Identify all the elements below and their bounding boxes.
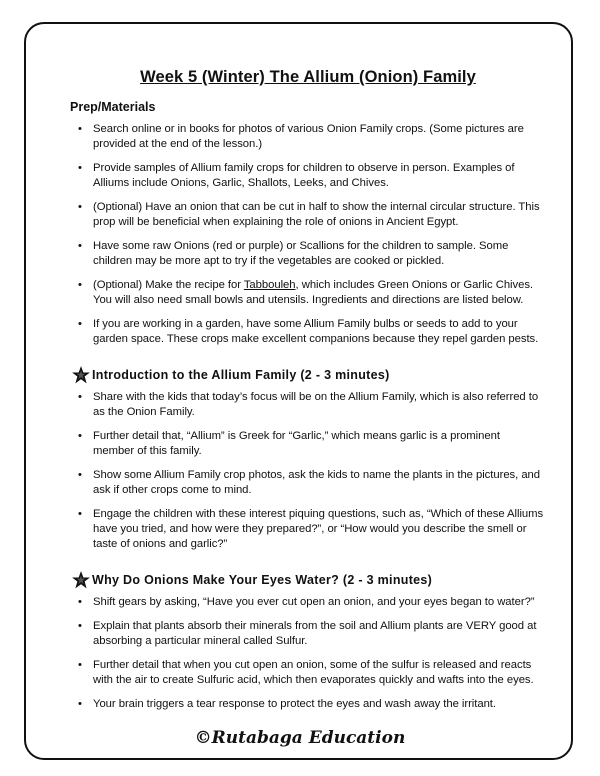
item-text: Explain that plants absorb their minerals from the soil and Allium plants are VERY good at absorbing a particular mineral called Sulfur. <box>93 620 537 647</box>
item-text: (Optional) Make the recipe for <box>93 279 244 291</box>
bullet: • <box>78 123 82 135</box>
list-item <box>78 239 544 269</box>
item-text: Have some raw Onions (red or purple) or Scallions for the children to sample. Some children may be more apt to try if the vegetables are cooked or pickled. <box>93 240 509 267</box>
page-content <box>70 66 546 716</box>
list-item <box>78 161 544 191</box>
intro-list <box>78 390 544 561</box>
bullet: • <box>78 318 82 330</box>
star-icon <box>72 571 90 589</box>
list-item <box>78 468 544 498</box>
list-item <box>78 658 544 688</box>
bullet: • <box>78 698 82 710</box>
item-text: Provide samples of Allium family crops for children to observe in person. Examples of Alliums include Onions, Garlic, Shallots, Leeks, and Chives. <box>93 162 515 189</box>
item-text: Shift gears by asking, “Have you ever cut open an onion, and your eyes began to water?” <box>93 596 535 608</box>
eyes-heading <box>72 571 546 589</box>
list-item <box>78 200 544 230</box>
item-text: Further detail that, “Allium” is Greek for “Garlic,” which means garlic is a prominent member of this family. <box>93 430 500 457</box>
item-text: Engage the children with these interest piquing questions, such as, “Which of these Alliums have you tried, and how were they prepared?”, or “How would you describe the smell or taste of onions and garlic?” <box>93 508 544 550</box>
item-text: Search online or in books for photos of various Onion Family crops. (Some pictures are provided at the end of the lesson.) <box>93 123 524 150</box>
bullet: • <box>78 430 82 442</box>
bullet: • <box>78 279 82 291</box>
list-item <box>78 697 544 712</box>
bullet: • <box>78 508 82 520</box>
item-text: Your brain triggers a tear response to protect the eyes and wash away the irritant. <box>93 698 496 710</box>
list-item <box>78 317 544 347</box>
bullet: • <box>78 162 82 174</box>
page-title: Week 5 (Winter) The Allium (Onion) Family <box>140 68 476 86</box>
bullet: • <box>78 240 82 252</box>
eyes-heading-text: Why Do Onions Make Your Eyes Water? (2 - 3 minutes) <box>92 573 433 587</box>
bullet: • <box>78 469 82 481</box>
bullet: • <box>78 596 82 608</box>
item-text: Share with the kids that today’s focus will be on the Allium Family, which is also referred to as the Onion Family. <box>93 391 539 418</box>
intro-heading-text: Introduction to the Allium Family (2 - 3 minutes) <box>92 368 390 382</box>
prep-list <box>78 122 544 356</box>
list-item <box>78 278 544 308</box>
list-item <box>78 122 544 152</box>
star-icon <box>72 366 90 384</box>
list-item <box>78 507 544 552</box>
list-item <box>78 429 544 459</box>
list-item <box>78 595 544 610</box>
intro-heading <box>72 366 546 384</box>
list-item <box>78 619 544 649</box>
item-text: (Optional) Have an onion that can be cut in half to show the internal circular structure. This prop will be beneficial when explaining the role of onions in Ancient Egypt. <box>93 201 540 228</box>
item-text: If you are working in a garden, have some Allium Family bulbs or seeds to add to your garden space. These crops make excellent companions because they repel garden pests. <box>93 318 539 345</box>
bullet: • <box>78 201 82 213</box>
list-item <box>78 390 544 420</box>
prep-heading: Prep/Materials <box>70 100 156 114</box>
bullet: • <box>78 620 82 632</box>
eyes-list <box>78 595 544 721</box>
bullet: • <box>78 391 82 403</box>
item-text: , which includes Green Onions or Garlic Chives. You will also need small bowls and utensils. Ingredients and directions are listed below. <box>93 279 534 306</box>
bullet: • <box>78 659 82 671</box>
copyright-footer: ©Rutabaga Education <box>194 728 406 748</box>
item-text: Show some Allium Family crop photos, ask the kids to name the plants in the pictures, and ask if other crops come to mind. <box>93 469 541 496</box>
tabbouleh-link[interactable]: Tabbouleh <box>243 279 296 291</box>
item-text: Further detail that when you cut open an onion, some of the sulfur is released and reacts with the air to create Sulfuric acid, which then evaporates quickly and wafts into the eyes. <box>93 659 534 686</box>
